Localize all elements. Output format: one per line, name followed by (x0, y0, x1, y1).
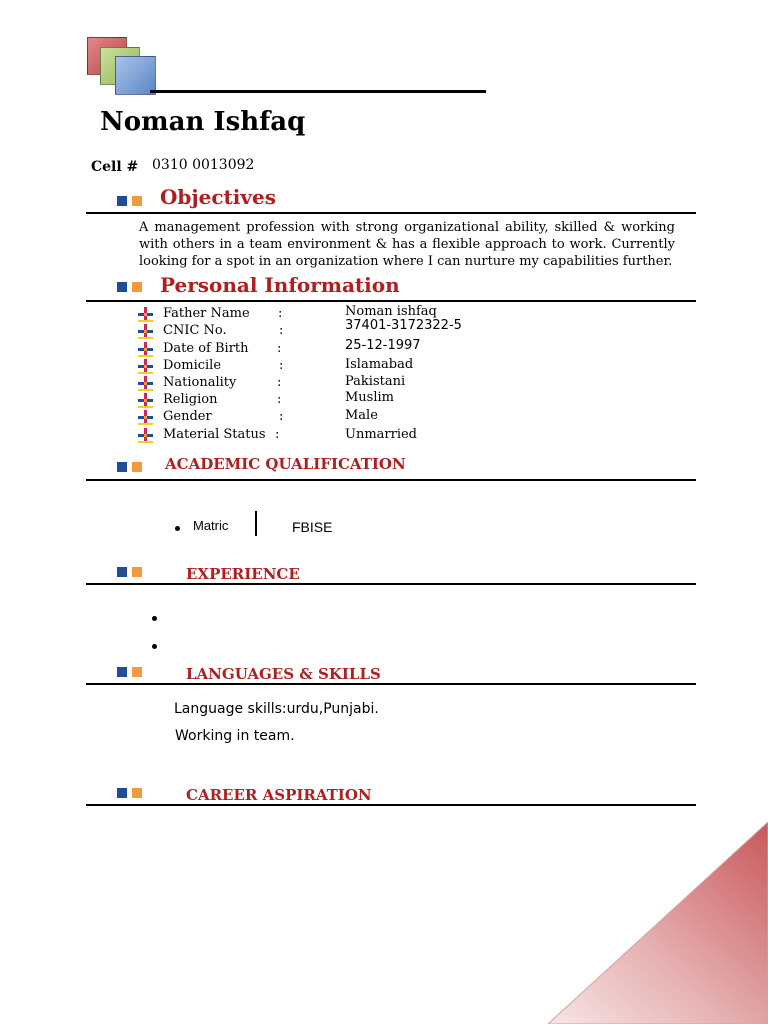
personal-info-value: Pakistani (345, 374, 406, 389)
experience-heading: EXPERIENCE (186, 565, 300, 583)
personal-info-label: Religion (163, 392, 218, 407)
experience-bullet-2 (152, 644, 157, 649)
personal-info-rule (86, 300, 696, 302)
candidate-name: Noman Ishfaq (100, 107, 306, 137)
personal-info-value: Islamabad (345, 357, 414, 372)
stacked-squares-logo-icon (86, 36, 158, 96)
teamwork-line: Working in team. (175, 728, 295, 744)
personal-info-row (138, 409, 538, 426)
objectives-text: A management profession with strong organizational ability, skilled & working with others in a team environment & has a flexible approach to work. Currently looking for a spot in an organization where I can nurture my capabilities further. (139, 220, 675, 269)
cell-label: Cell # (91, 159, 139, 175)
cross-plus-icon (138, 410, 153, 425)
blue-orange-squares-icon (117, 788, 143, 798)
blue-orange-squares-icon (117, 567, 143, 577)
personal-info-label: CNIC No. (163, 323, 227, 338)
personal-info-separator: : (275, 427, 280, 442)
objectives-rule (86, 212, 696, 214)
cross-plus-icon (138, 324, 153, 339)
personal-info-heading: Personal Information (160, 273, 400, 297)
experience-rule (86, 583, 696, 585)
corner-triangle-decoration (548, 822, 768, 1024)
personal-info-row (138, 375, 538, 392)
personal-info-separator: : (279, 409, 284, 424)
academic-divider (255, 511, 257, 536)
personal-info-value: 37401-3172322-5 (345, 318, 462, 333)
personal-info-row (138, 338, 538, 358)
personal-info-separator: : (277, 341, 282, 356)
blue-orange-squares-icon (117, 282, 143, 292)
blue-orange-squares-icon (117, 462, 143, 472)
personal-info-separator: : (279, 323, 284, 338)
personal-info-label: Material Status (163, 427, 266, 442)
blue-orange-squares-icon (117, 196, 143, 206)
personal-info-value: 25-12-1997 (345, 338, 421, 353)
objectives-heading: Objectives (160, 185, 276, 209)
cross-plus-icon (138, 393, 153, 408)
cell-value: 0310 0013092 (152, 157, 255, 173)
header-rule (150, 90, 486, 93)
personal-info-row (138, 392, 538, 409)
personal-info-label: Date of Birth (163, 341, 249, 356)
personal-info-separator: : (278, 306, 283, 321)
personal-info-separator: : (279, 358, 284, 373)
personal-info-label: Domicile (163, 358, 222, 373)
personal-info-value: Unmarried (345, 427, 418, 442)
career-rule (86, 804, 696, 806)
cross-plus-icon (138, 359, 153, 374)
academic-rule (86, 479, 696, 481)
academic-bullet (175, 526, 180, 531)
academic-board: FBISE (292, 519, 333, 535)
personal-info-label: Nationality (163, 375, 237, 390)
career-heading: CAREER ASPIRATION (186, 786, 372, 804)
personal-info-separator: : (277, 375, 282, 390)
personal-info-value: Muslim (345, 390, 394, 405)
academic-degree: Matric (193, 518, 229, 533)
personal-info-label: Gender (163, 409, 212, 424)
languages-heading: LANGUAGES & SKILLS (186, 665, 381, 683)
personal-info-row (138, 427, 538, 444)
personal-info-row (138, 306, 538, 323)
personal-info-label: Father Name (163, 306, 250, 321)
personal-info-value: Male (345, 408, 378, 423)
personal-info-value: Noman ishfaq (345, 304, 437, 319)
academic-heading: ACADEMIC QUALIFICATION (165, 455, 406, 473)
personal-info-row (138, 358, 538, 375)
experience-bullet-1 (152, 616, 157, 621)
cross-plus-icon (138, 376, 153, 391)
cross-plus-icon (138, 307, 153, 322)
blue-orange-squares-icon (117, 667, 143, 677)
personal-info-row (138, 318, 538, 340)
cross-plus-icon (138, 342, 153, 357)
language-skills-line: Language skills:urdu,Punjabi. (174, 701, 379, 717)
personal-info-separator: : (277, 392, 282, 407)
cross-plus-icon (138, 428, 153, 443)
languages-rule (86, 683, 696, 685)
